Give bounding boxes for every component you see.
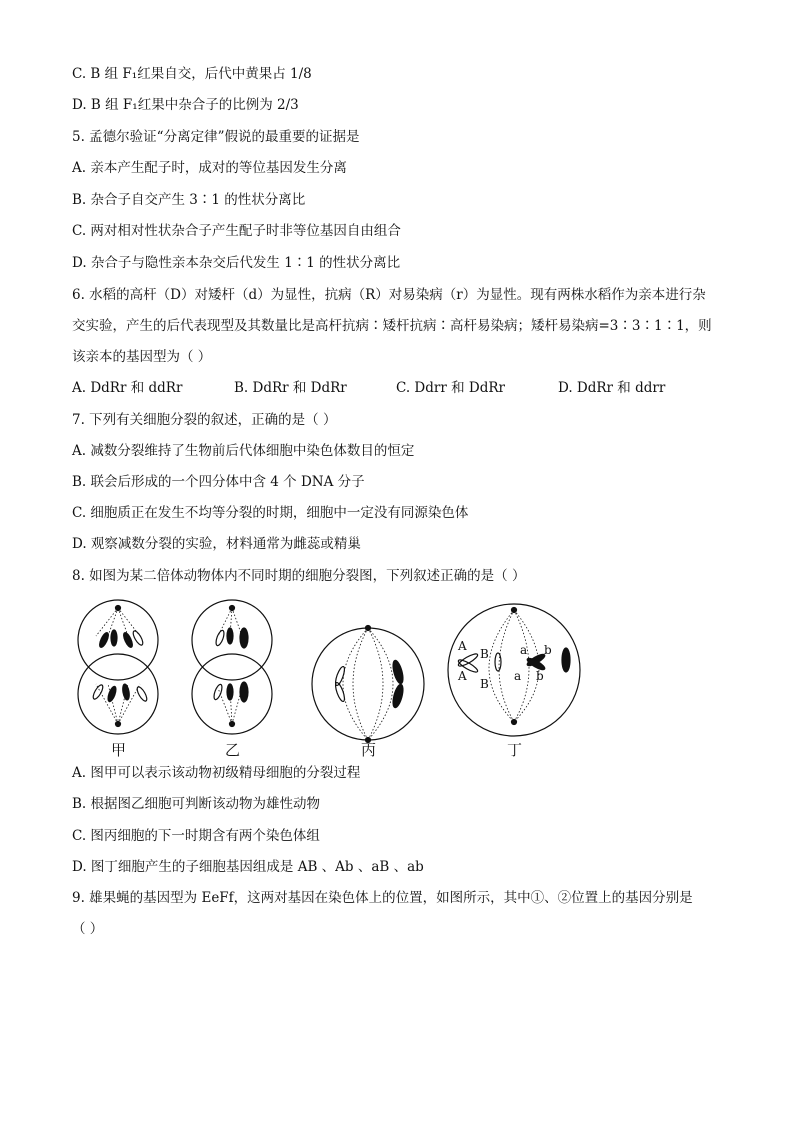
q5-option-c: C. 两对相对性状杂合子产生配子时非等位基因自由组合 xyxy=(72,223,401,239)
gene-label: A xyxy=(458,669,467,683)
q4-option-c: C. B 组 F₁红果自交，后代中黄果占 1/8 xyxy=(72,66,312,82)
gene-label: b xyxy=(544,643,552,657)
q6-option-a: A. DdRr 和 ddRr xyxy=(72,380,183,396)
question-8: 8. 如图为某二倍体动物体内不同时期的细胞分裂图，下列叙述正确的是（ ） xyxy=(72,568,526,584)
caption-jia: 甲 xyxy=(111,741,127,759)
cell-division-figure xyxy=(72,598,592,760)
gene-label: A xyxy=(458,639,467,653)
gene-label: a xyxy=(520,643,528,657)
question-9-line-1: 9. 雄果蝇的基因型为 EeFf，这两对基因在染色体上的位置，如图所示，其中①、②位置上的基因分别是 xyxy=(72,890,693,906)
q5-option-b: B. 杂合子自交产生 3∶1 的性状分离比 xyxy=(72,192,306,208)
question-6-line-2: 交实验，产生的后代表现型及其数量比是高杆抗病∶矮杆抗病∶高杆易染病；矮杆易染病=3∶3∶1∶1，则 xyxy=(72,318,712,334)
cell-yi xyxy=(192,600,272,734)
q5-option-a: A. 亲本产生配子时，成对的等位基因发生分离 xyxy=(72,160,347,176)
q7-option-a: A. 减数分裂维持了生物前后代体细胞中染色体数目的恒定 xyxy=(72,443,415,459)
q6-options xyxy=(72,379,732,397)
gene-label: b xyxy=(536,669,544,683)
q7-option-d: D. 观察减数分裂的实验，材料通常为雌蕊或精巢 xyxy=(72,536,361,552)
q7-option-b: B. 联会后形成的一个四分体中含 4 个 DNA 分子 xyxy=(72,474,365,490)
question-6-line-3: 该亲本的基因型为（ ） xyxy=(72,349,212,365)
q8-option-c: C. 图丙细胞的下一时期含有两个染色体组 xyxy=(72,828,320,844)
q6-option-b: B. DdRr 和 DdRr xyxy=(234,380,347,396)
q8-option-d: D. 图丁细胞产生的子细胞基因组成是 AB 、Ab 、aB 、ab xyxy=(72,859,424,875)
gene-label: a xyxy=(514,669,522,683)
q7-option-c: C. 细胞质正在发生不均等分裂的时期，细胞中一定没有同源染色体 xyxy=(72,505,469,521)
q5-option-d: D. 杂合子与隐性亲本杂交后代发生 1∶1 的性状分离比 xyxy=(72,255,401,271)
q8-option-a: A. 图甲可以表示该动物初级精母细胞的分裂过程 xyxy=(72,765,361,781)
question-9-line-2: （ ） xyxy=(72,921,104,937)
q4-option-d: D. B 组 F₁红果中杂合子的比例为 2/3 xyxy=(72,97,299,113)
question-6-line-1: 6. 水稻的高杆（D）对矮杆（d）为显性，抗病（R）对易染病（r）为显性。现有两株水稻作为亲本进行杂 xyxy=(72,287,706,303)
gene-label: B xyxy=(480,677,489,691)
cell-jia xyxy=(78,600,158,734)
q6-option-d: D. DdRr 和 ddrr xyxy=(558,380,666,396)
caption-bing: 丙 xyxy=(361,741,377,759)
question-7: 7. 下列有关细胞分裂的叙述，正确的是（ ） xyxy=(72,412,337,428)
q8-option-b: B. 根据图乙细胞可判断该动物为雄性动物 xyxy=(72,796,321,812)
caption-yi: 乙 xyxy=(225,741,241,759)
gene-label: B xyxy=(480,647,489,661)
q6-option-c: C. Ddrr 和 DdRr xyxy=(396,380,505,396)
caption-ding: 丁 xyxy=(507,741,523,759)
question-5: 5. 孟德尔验证“分离定律”假说的最重要的证据是 xyxy=(72,129,360,145)
cell-bing xyxy=(312,626,424,743)
